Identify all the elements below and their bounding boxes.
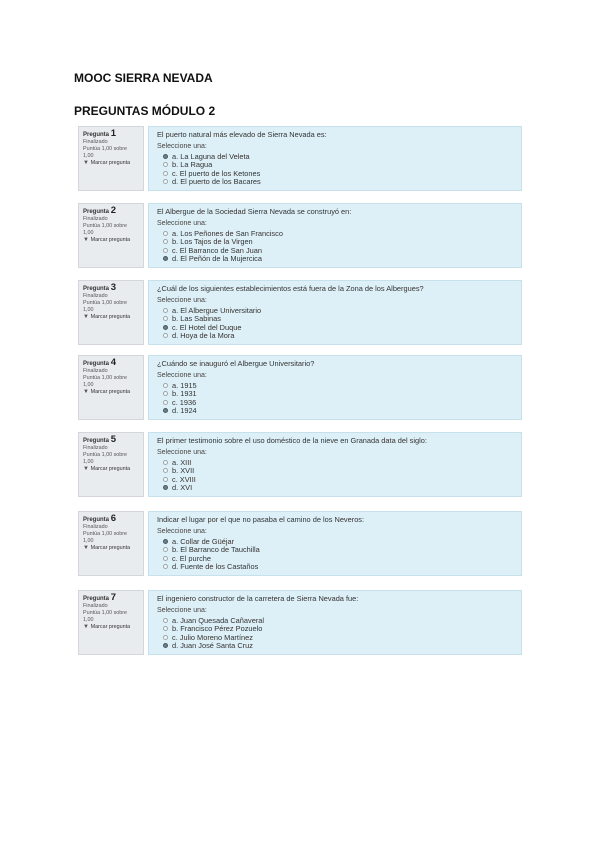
radio-button[interactable] <box>163 626 168 631</box>
answer-option[interactable] <box>157 238 513 247</box>
answer-option[interactable] <box>157 169 513 178</box>
question-info-panel <box>78 126 144 191</box>
question-status: Finalizado <box>83 293 108 299</box>
flag-question-label: Marcar pregunta <box>90 389 131 395</box>
question-number-label <box>83 436 139 445</box>
answer-label: c. El purche <box>172 553 212 563</box>
question-text: ¿Cuál de los siguientes establecimientos está fuera de la Zona de los Albergues? <box>157 284 424 293</box>
answer-option[interactable] <box>157 381 513 390</box>
question-number-label <box>83 515 139 524</box>
radio-button[interactable] <box>163 391 168 396</box>
answer-label: b. La Ragua <box>172 160 213 170</box>
flag-question-label: Marcar pregunta <box>90 624 131 630</box>
answer-option[interactable] <box>157 390 513 399</box>
question-text: El ingeniero constructor de la carretera de Sierra Nevada fue: <box>157 594 359 603</box>
select-one-prompt: Seleccione una: <box>157 528 207 535</box>
answer-label: a. Juan Quesada Cañaveral <box>172 615 265 625</box>
answer-option[interactable] <box>157 229 513 238</box>
flag-question-label: Marcar pregunta <box>90 314 131 320</box>
answer-option[interactable] <box>157 554 513 563</box>
question-score: Puntúa 1,00 sobre 1,00 <box>83 223 128 236</box>
answer-option[interactable] <box>157 315 513 324</box>
question-content <box>148 126 522 191</box>
radio-button[interactable] <box>163 316 168 321</box>
question-number: 6 <box>110 513 116 524</box>
radio-button[interactable] <box>163 383 168 388</box>
question-status: Finalizado <box>83 524 108 530</box>
radio-button[interactable] <box>163 171 168 176</box>
question-prefix: Pregunta <box>83 517 110 523</box>
question-number: 1 <box>110 128 116 139</box>
flag-question-link[interactable] <box>83 545 139 552</box>
question-text: El primer testimonio sobre el uso doméstico de la nieve en Granada data del siglo: <box>157 436 427 445</box>
flag-question-link[interactable] <box>83 389 139 396</box>
radio-selected[interactable] <box>163 643 168 648</box>
answer-label: a. Los Peñones de San Francisco <box>172 228 283 238</box>
question-block <box>78 590 522 655</box>
question-info-panel <box>78 511 144 576</box>
question-block <box>78 511 522 576</box>
question-info-panel <box>78 280 144 345</box>
flag-question-label: Marcar pregunta <box>90 237 131 243</box>
question-number-label <box>83 284 139 293</box>
flag-question-link[interactable] <box>83 237 139 244</box>
question-prefix: Pregunta <box>83 132 110 138</box>
select-one-prompt: Seleccione una: <box>157 372 207 379</box>
question-content <box>148 432 522 497</box>
answer-label: a. La Laguna del Veleta <box>172 151 250 161</box>
question-number-label <box>83 359 139 368</box>
answer-option[interactable] <box>157 152 513 161</box>
answer-option[interactable] <box>157 323 513 332</box>
question-number-label <box>83 594 139 603</box>
question-score: Puntúa 1,00 sobre 1,00 <box>83 452 128 465</box>
question-block <box>78 126 522 191</box>
radio-button[interactable] <box>163 460 168 465</box>
radio-button[interactable] <box>163 564 168 569</box>
answer-option[interactable] <box>157 332 513 341</box>
question-number: 5 <box>110 434 116 445</box>
radio-button[interactable] <box>163 468 168 473</box>
document-title: MOOC SIERRA NEVADA <box>74 71 213 85</box>
flag-icon: ▼ <box>83 466 91 472</box>
select-one-prompt: Seleccione una: <box>157 297 207 304</box>
question-number: 4 <box>110 357 116 368</box>
answer-label: a. XIII <box>172 457 192 467</box>
quiz-review <box>78 126 522 667</box>
question-status: Finalizado <box>83 139 108 145</box>
question-score: Puntúa 1,00 sobre 1,00 <box>83 375 128 388</box>
radio-button[interactable] <box>163 239 168 244</box>
flag-question-label: Marcar pregunta <box>90 545 131 551</box>
question-status: Finalizado <box>83 445 108 451</box>
question-prefix: Pregunta <box>83 209 110 215</box>
radio-button[interactable] <box>163 248 168 253</box>
answer-label: d. Hoya de la Mora <box>172 331 235 341</box>
question-status: Finalizado <box>83 216 108 222</box>
answer-option[interactable] <box>157 161 513 170</box>
document-subtitle: PREGUNTAS MÓDULO 2 <box>74 104 216 118</box>
answer-label: b. 1931 <box>172 389 197 399</box>
answer-option[interactable] <box>157 306 513 315</box>
question-info-panel <box>78 203 144 268</box>
question-prefix: Pregunta <box>83 286 110 292</box>
radio-button[interactable] <box>163 400 168 405</box>
question-info-panel <box>78 355 144 420</box>
answer-label: c. Julio Moreno Martínez <box>172 632 253 642</box>
answer-label: d. 1924 <box>172 406 197 416</box>
answer-label: b. Francisco Pérez Pozuelo <box>172 624 263 634</box>
radio-button[interactable] <box>163 556 168 561</box>
radio-button[interactable] <box>163 635 168 640</box>
answer-label: d. El puerto de los Bacares <box>172 177 261 187</box>
answer-option[interactable] <box>157 467 513 476</box>
radio-selected[interactable] <box>163 256 168 261</box>
answer-label: d. El Peñón de la Mujercica <box>172 254 262 264</box>
answer-option[interactable] <box>157 616 513 625</box>
answer-label: a. 1915 <box>172 380 197 390</box>
question-content <box>148 355 522 420</box>
question-score: Puntúa 1,00 sobre 1,00 <box>83 300 128 313</box>
radio-selected[interactable] <box>163 485 168 490</box>
answer-label: a. Collar de Güéjar <box>172 536 235 546</box>
answer-option[interactable] <box>157 458 513 467</box>
radio-button[interactable] <box>163 308 168 313</box>
question-score: Puntúa 1,00 sobre 1,00 <box>83 610 128 623</box>
question-prefix: Pregunta <box>83 596 110 602</box>
radio-button[interactable] <box>163 547 168 552</box>
question-block <box>78 280 522 345</box>
question-prefix: Pregunta <box>83 438 110 444</box>
answer-option[interactable] <box>157 407 513 416</box>
radio-selected[interactable] <box>163 154 168 159</box>
question-text: Indicar el lugar por el que no pasaba el camino de los Neveros: <box>157 515 365 524</box>
question-content <box>148 203 522 268</box>
question-number: 7 <box>110 592 116 603</box>
answer-option[interactable] <box>157 398 513 407</box>
answer-option[interactable] <box>157 633 513 642</box>
question-number: 3 <box>110 282 116 293</box>
answer-label: c. El puerto de los Ketones <box>172 168 261 178</box>
answer-option[interactable] <box>157 178 513 187</box>
question-block <box>78 355 522 420</box>
radio-button[interactable] <box>163 179 168 184</box>
answer-label: a. El Albergue Universitario <box>172 305 262 315</box>
question-info-panel <box>78 590 144 655</box>
flag-icon: ▼ <box>83 545 91 551</box>
flag-icon: ▼ <box>83 237 91 243</box>
flag-icon: ▼ <box>83 389 91 395</box>
question-prefix: Pregunta <box>83 361 110 367</box>
answer-label: b. Los Tajos de la Virgen <box>172 237 253 247</box>
answer-label: c. El Barranco de San Juan <box>172 245 262 255</box>
flag-question-label: Marcar pregunta <box>90 466 131 472</box>
answer-option[interactable] <box>157 546 513 555</box>
question-text: ¿Cuándo se inauguró el Albergue Universitario? <box>157 359 315 368</box>
radio-button[interactable] <box>163 231 168 236</box>
answer-label: c. El Hotel del Duque <box>172 322 242 332</box>
question-block <box>78 432 522 497</box>
answer-label: c. XVIII <box>172 474 196 484</box>
question-score: Puntúa 1,00 sobre 1,00 <box>83 531 128 544</box>
question-number-label <box>83 130 139 139</box>
question-text: El Albergue de la Sociedad Sierra Nevada se construyó en: <box>157 207 352 216</box>
radio-selected[interactable] <box>163 539 168 544</box>
question-status: Finalizado <box>83 368 108 374</box>
radio-selected[interactable] <box>163 408 168 413</box>
flag-icon: ▼ <box>83 314 91 320</box>
question-number-label <box>83 207 139 216</box>
question-score: Puntúa 1,00 sobre 1,00 <box>83 146 128 159</box>
flag-icon: ▼ <box>83 160 91 166</box>
question-content <box>148 280 522 345</box>
flag-question-label: Marcar pregunta <box>90 160 131 166</box>
answer-label: d. Juan José Santa Cruz <box>172 641 253 651</box>
flag-icon: ▼ <box>83 624 91 630</box>
answer-option[interactable] <box>157 563 513 572</box>
question-status: Finalizado <box>83 603 108 609</box>
question-text: El puerto natural más elevado de Sierra Nevada es: <box>157 130 327 139</box>
select-one-prompt: Seleccione una: <box>157 607 207 614</box>
flag-question-link[interactable] <box>83 160 139 167</box>
answer-option[interactable] <box>157 537 513 546</box>
question-content <box>148 590 522 655</box>
select-one-prompt: Seleccione una: <box>157 143 207 150</box>
flag-question-link[interactable] <box>83 314 139 321</box>
radio-button[interactable] <box>163 333 168 338</box>
radio-button[interactable] <box>163 477 168 482</box>
question-info-panel <box>78 432 144 497</box>
answer-option[interactable] <box>157 484 513 493</box>
answer-option[interactable] <box>157 246 513 255</box>
answer-label: b. El Barranco de Tauchilla <box>172 545 260 555</box>
question-block <box>78 203 522 268</box>
select-one-prompt: Seleccione una: <box>157 220 207 227</box>
flag-question-link[interactable] <box>83 624 139 631</box>
answer-label: c. 1936 <box>172 397 197 407</box>
question-content <box>148 511 522 576</box>
radio-button[interactable] <box>163 162 168 167</box>
question-number: 2 <box>110 205 116 216</box>
answer-label: d. Fuente de los Castaños <box>172 562 259 572</box>
answer-label: b. Las Sabinas <box>172 314 221 324</box>
answer-option[interactable] <box>157 625 513 634</box>
select-one-prompt: Seleccione una: <box>157 449 207 456</box>
answer-option[interactable] <box>157 255 513 264</box>
answer-label: b. XVII <box>172 466 195 476</box>
answer-option[interactable] <box>157 475 513 484</box>
answer-option[interactable] <box>157 642 513 651</box>
radio-button[interactable] <box>163 618 168 623</box>
flag-question-link[interactable] <box>83 466 139 473</box>
answer-label: d. XVI <box>172 483 193 493</box>
radio-selected[interactable] <box>163 325 168 330</box>
